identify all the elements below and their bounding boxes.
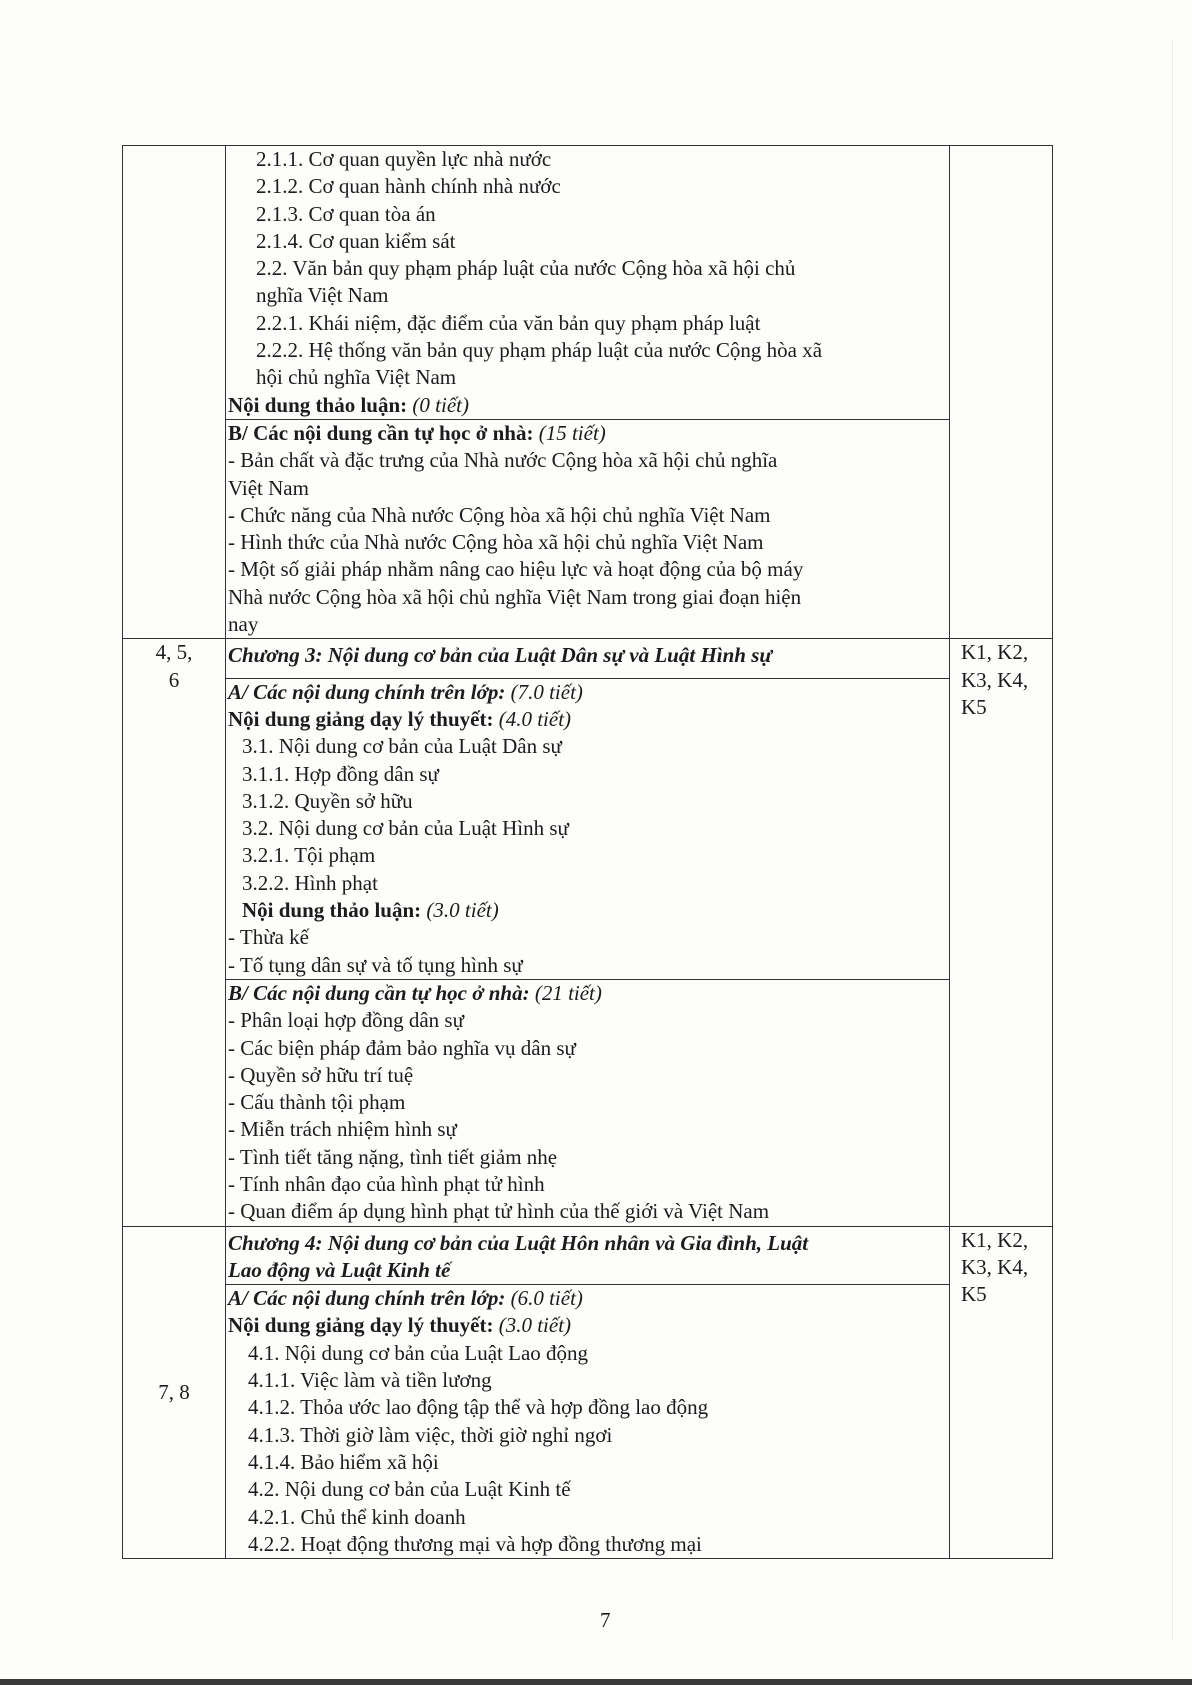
list-item: - Chức năng của Nhà nước Cộng hòa xã hội chủ nghĩa Việt Nam [228, 502, 771, 527]
table-row [123, 419, 1053, 638]
list-item: - Tính nhân đạo của hình phạt tử hình [228, 1171, 545, 1196]
list-item: 3.1. Nội dung cơ bản của Luật Dân sự [242, 734, 562, 759]
list-item: - Tố tụng dân sự và tố tụng hình sự [228, 952, 523, 977]
clo-code: K3, K4, [961, 667, 1029, 692]
clo-code: K5 [961, 1282, 987, 1307]
class-content-block [226, 1285, 949, 1558]
list-item: nay [228, 612, 259, 637]
list-item: 2.1.2. Cơ quan hành chính nhà nước [256, 174, 561, 199]
self-study-heading: B/ Các nội dung cần tự học ở nhà: (21 tiết) [228, 980, 602, 1005]
table-row [123, 1285, 1053, 1559]
page-edge-shadow [1172, 40, 1173, 1640]
theory-heading: Nội dung giảng dạy lý thuyết: (3.0 tiết) [228, 1313, 572, 1338]
clo-cell [950, 146, 1053, 639]
week-cell [123, 639, 226, 1226]
clo-code: K5 [961, 694, 987, 719]
chapter-title: Chương 4: Nội dung cơ bản của Luật Hôn nhân và Gia đình, Luật [228, 1230, 809, 1255]
list-item: - Miễn trách nhiệm hình sự [228, 1117, 457, 1142]
list-item: 2.1.4. Cơ quan kiểm sát [256, 228, 456, 253]
list-item: - Cấu thành tội phạm [228, 1090, 406, 1115]
list-item: 2.2.2. Hệ thống văn bản quy phạm pháp luật của nước Cộng hòa xã [256, 338, 823, 363]
clo-code: K3, K4, [961, 1254, 1029, 1279]
chapter-title: Chương 3: Nội dung cơ bản của Luật Dân sự và Luật Hình sự [228, 643, 772, 668]
list-item: 3.2.1. Tội phạm [242, 843, 376, 868]
content-cell [226, 979, 950, 1226]
list-item: - Thừa kế [228, 925, 309, 950]
list-item: 2.2. Văn bản quy phạm pháp luật của nước Cộng hòa xã hội chủ [256, 256, 796, 281]
discussion-heading: Nội dung thảo luận: (3.0 tiết) [242, 898, 499, 923]
table-row [123, 146, 1053, 420]
list-item: - Phân loại hợp đồng dân sự [228, 1008, 464, 1033]
list-item: hội chủ nghĩa Việt Nam [256, 365, 457, 390]
list-item: - Một số giải pháp nhằm nâng cao hiệu lực và hoạt động của bộ máy [228, 557, 804, 582]
clo-cell [950, 639, 1053, 1226]
list-item: 4.1.4. Bảo hiểm xã hội [248, 1449, 439, 1474]
class-content-heading: A/ Các nội dung chính trên lớp: (7.0 tiết) [228, 679, 583, 704]
content-cell [226, 146, 950, 420]
content-cell [226, 1285, 950, 1559]
list-item: Nhà nước Cộng hòa xã hội chủ nghĩa Việt Nam trong giai đoạn hiện [228, 584, 802, 609]
clo-codes [961, 639, 1041, 721]
clo-code: K1, K2, [961, 1227, 1029, 1252]
list-item: - Quyền sở hữu trí tuệ [228, 1062, 414, 1087]
theory-heading: Nội dung giảng dạy lý thuyết: (4.0 tiết) [228, 706, 572, 731]
class-content-block [226, 679, 949, 979]
list-item: 3.1.2. Quyền sở hữu [242, 788, 413, 813]
week-cell [123, 146, 226, 639]
list-item: 4.2.2. Hoạt động thương mại và hợp đồng thương mại [248, 1531, 702, 1556]
self-study-block [226, 980, 949, 1226]
list-item: 3.2. Nội dung cơ bản của Luật Hình sự [242, 816, 569, 841]
list-item: 4.2. Nội dung cơ bản của Luật Kinh tế [248, 1477, 571, 1502]
page-number: 7 [600, 1608, 611, 1632]
list-item: - Các biện pháp đảm bảo nghĩa vụ dân sự [228, 1035, 576, 1060]
table-row [123, 678, 1053, 979]
discussion-heading: Nội dung thảo luận: (0 tiết) [228, 392, 469, 417]
list-item: 4.1. Nội dung cơ bản của Luật Lao động [248, 1340, 589, 1365]
clo-code: K1, K2, [961, 640, 1029, 665]
list-item: 4.1.2. Thỏa ước lao động tập thể và hợp đồng lao động [248, 1395, 709, 1420]
table-row [123, 639, 1053, 678]
syllabus-table [122, 145, 1053, 1559]
table-row [123, 1226, 1053, 1285]
chapter-title-cell [226, 639, 950, 678]
week-number: 4, 5, [155, 640, 193, 665]
list-item: - Tình tiết tăng nặng, tình tiết giảm nhẹ [228, 1144, 558, 1169]
week-cell [123, 1226, 226, 1559]
list-item: 2.1.1. Cơ quan quyền lực nhà nước [256, 147, 552, 171]
self-study-block [226, 420, 949, 638]
list-item: 2.1.3. Cơ quan tòa án [256, 201, 436, 226]
list-item: 3.1.1. Hợp đồng dân sự [242, 761, 439, 786]
list-item: 4.2.1. Chủ thể kinh doanh [248, 1504, 466, 1529]
list-item: - Bản chất và đặc trưng của Nhà nước Cộng hòa xã hội chủ nghĩa [228, 448, 778, 473]
list-item: Việt Nam [228, 475, 309, 500]
scan-bottom-edge [0, 1679, 1192, 1685]
class-content-heading: A/ Các nội dung chính trên lớp: (6.0 tiết) [228, 1286, 583, 1311]
list-item: - Hình thức của Nhà nước Cộng hòa xã hội chủ nghĩa Việt Nam [228, 530, 764, 555]
chapter-title-cell [226, 1226, 950, 1285]
list-item: 3.2.2. Hình phạt [242, 870, 378, 895]
week-number: 7, 8 [158, 1379, 190, 1404]
list-item: 4.1.1. Việc làm và tiền lương [248, 1368, 492, 1393]
week-number: 6 [168, 667, 180, 692]
list-item: - Quan điểm áp dụng hình phạt tử hình của thế giới và Việt Nam [228, 1199, 770, 1224]
list-item: 2.2.1. Khái niệm, đặc điểm của văn bản quy phạm pháp luật [256, 310, 761, 335]
table-row [123, 979, 1053, 1226]
content-cell [226, 419, 950, 638]
clo-codes [961, 1227, 1041, 1309]
chapter-title: Lao động và Luật Kinh tế [228, 1257, 451, 1282]
clo-cell [950, 1226, 1053, 1559]
self-study-heading: B/ Các nội dung cần tự học ở nhà: (15 tiết) [228, 420, 606, 445]
class-content-block [226, 146, 949, 419]
list-item: nghĩa Việt Nam [256, 283, 389, 308]
content-cell [226, 678, 950, 979]
list-item: 4.1.3. Thời giờ làm việc, thời giờ nghỉ ngơi [248, 1422, 613, 1447]
